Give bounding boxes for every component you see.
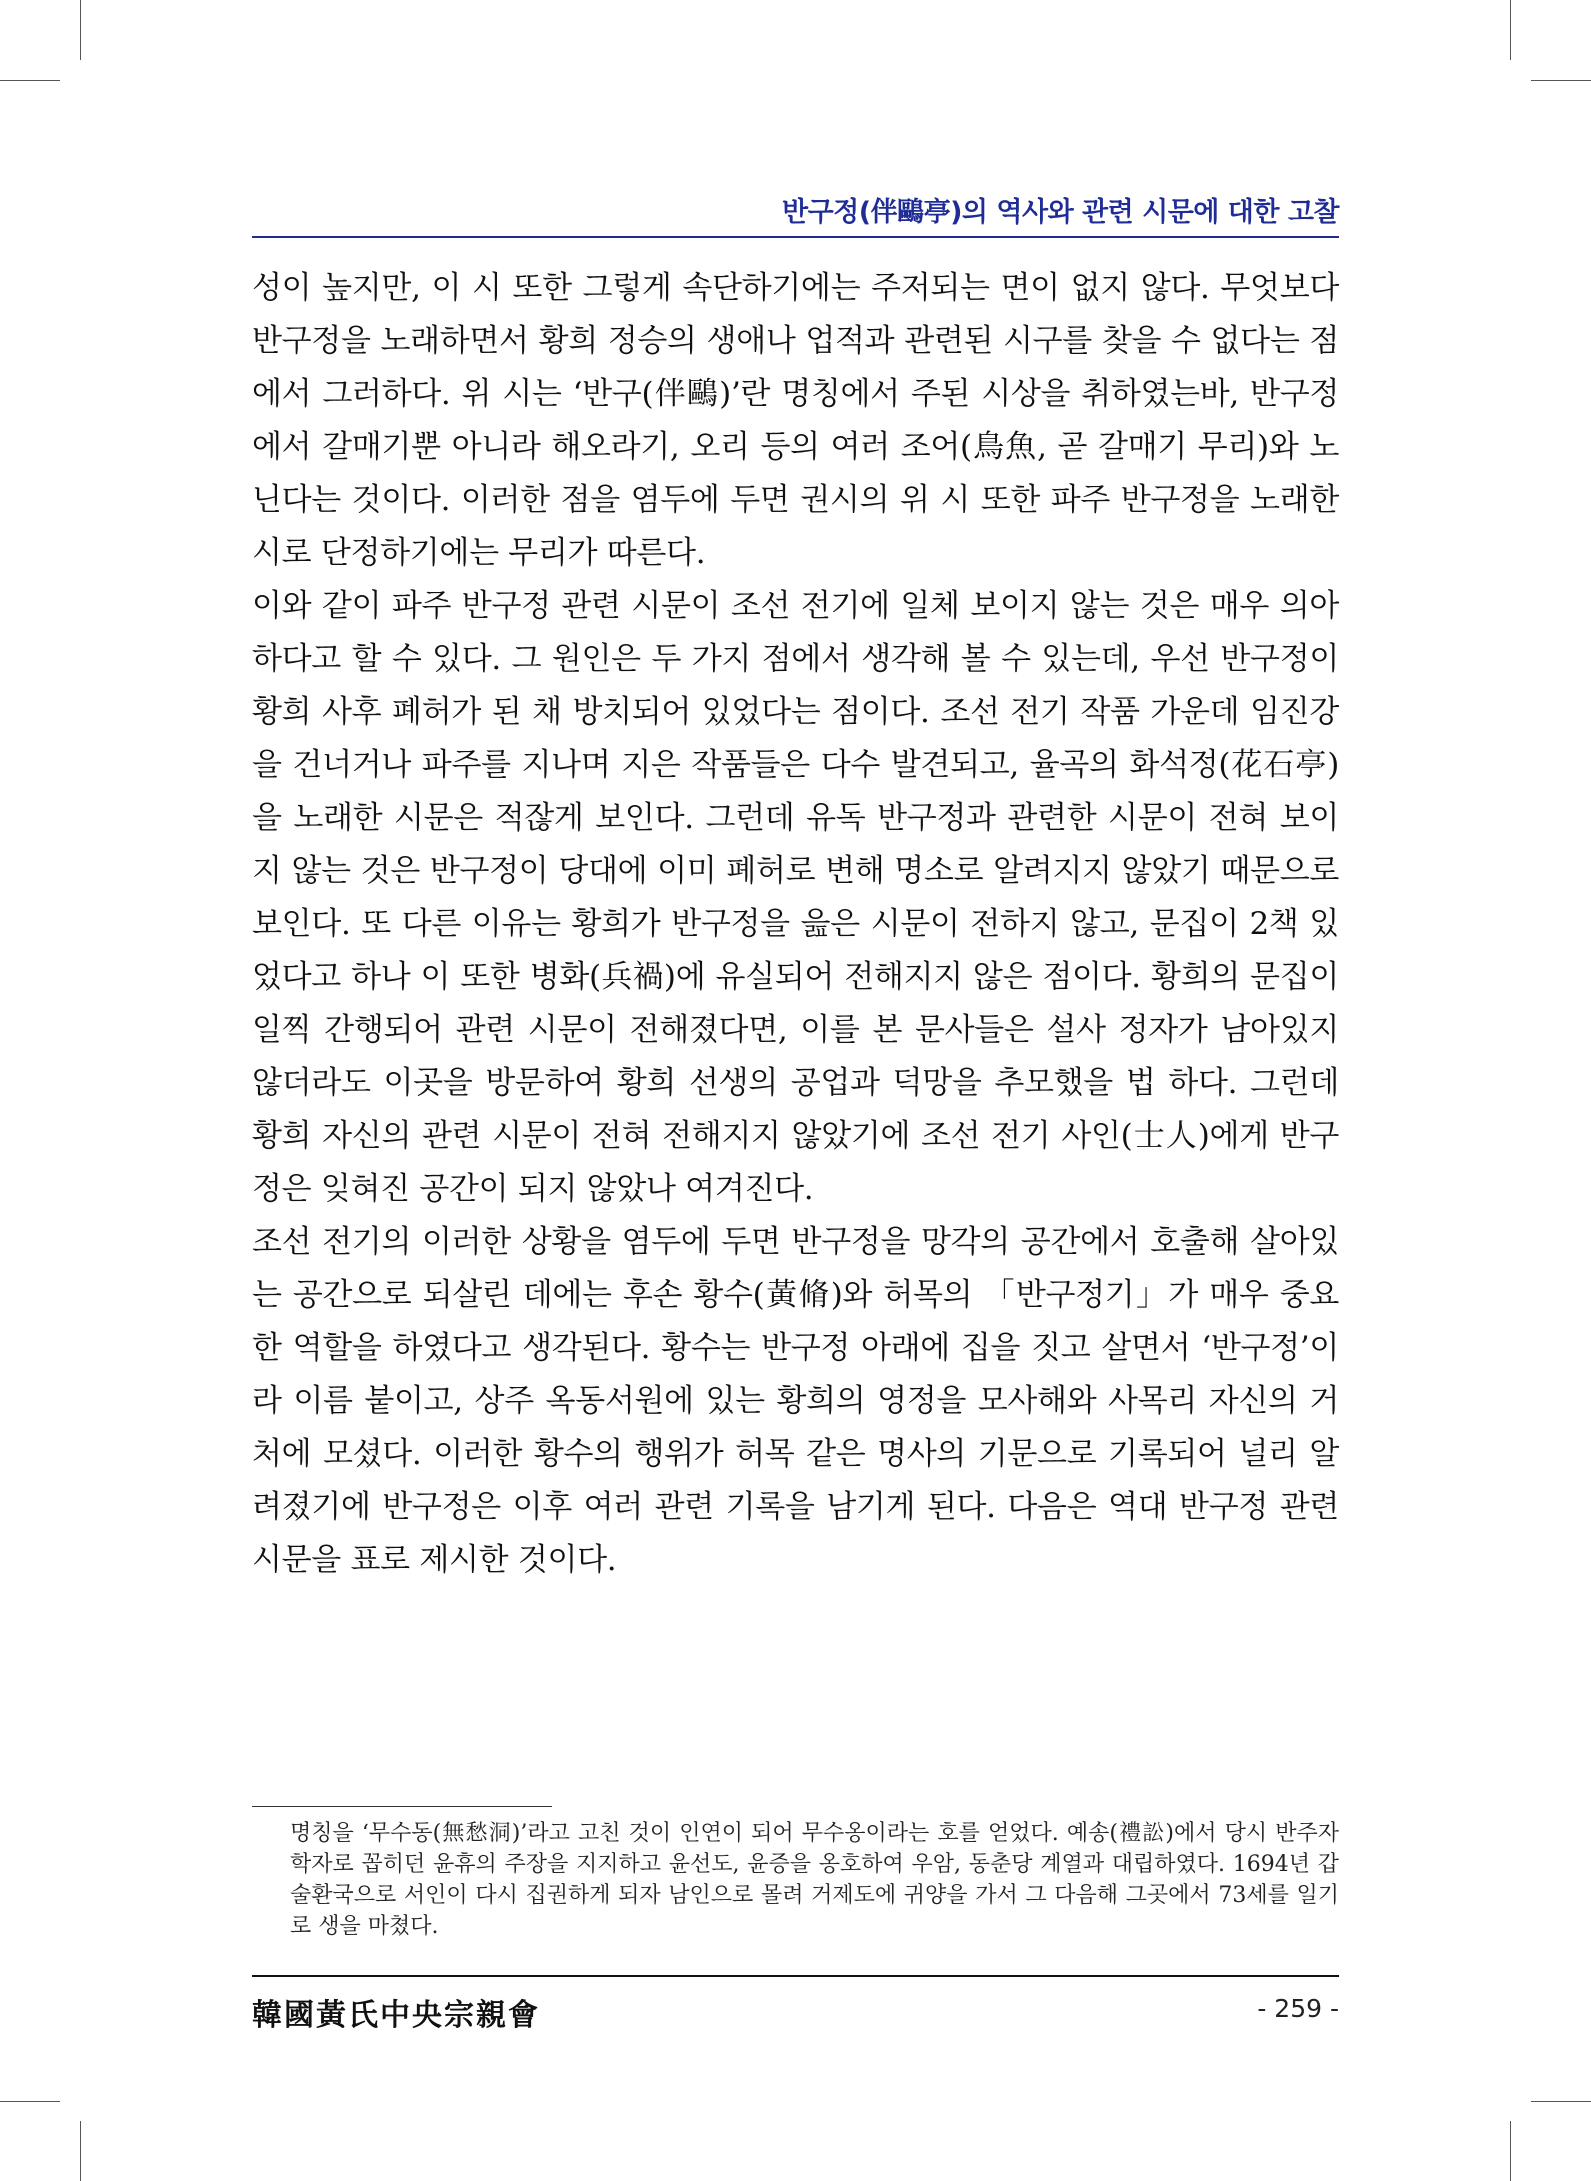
- publisher-logo: 韓國黃氏中央宗親會: [252, 1998, 540, 2033]
- paragraph: 성이 높지만, 이 시 또한 그렇게 속단하기에는 주저되는 면이 없지 않다. 무엇보다 반구정을 노래하면서 황희 정승의 생애나 업적과 관련된 시구를 찾을 수 없다는 점에서 그러하다. 위 시는 ‘반구(伴鷗)’란 명칭에서 주된 시상을 취하였는바, 반구정에서 갈매기뿐 아니라 해오라기, 오리 등의 여러 조어(鳥魚, 곧 갈매기 무리)와 노닌다는 것이다. 이러한 점을 염두에 두면 권시의 위 시 또한 파주 반구정을 노래한 시로 단정하기에는 무리가 따른다.: [252, 270, 1339, 571]
- page-number: - 259 -: [1257, 1994, 1339, 2023]
- running-title: 반구정(伴鷗亭)의 역사와 관련 시문에 대한 고찰: [782, 197, 1339, 228]
- paragraph: 조선 전기의 이러한 상황을 염두에 두면 반구정을 망각의 공간에서 호출해 살아있는 공간으로 되살린 데에는 후손 황수(黃脩)와 허목의 「반구정기」가 매우 중요한 역할을 하였다고 생각된다. 황수는 반구정 아래에 집을 짓고 살면서 ‘반구정’이라 이름 붙이고, 상주 옥동서원에 있는 황희의 영정을 모사해와 사목리 자신의 거처에 모셨다. 이러한 황수의 행위가 허목 같은 명사의 기문으로 기록되어 널리 알려졌기에 반구정은 이후 여러 관련 기록을 남기게 된다. 다음은 역대 반구정 관련 시문을 표로 제시한 것이다.: [252, 1224, 1339, 1578]
- crop-mark: [80, 0, 81, 60]
- crop-mark: [1510, 0, 1511, 60]
- crop-mark: [1531, 80, 1591, 81]
- crop-mark: [0, 2101, 60, 2102]
- crop-mark: [1531, 2101, 1591, 2102]
- crop-mark: [80, 2121, 81, 2181]
- footnote: 명칭을 ‘무수동(無愁洞)’라고 고친 것이 인연이 되어 무수옹이라는 호를 얻었다. 예송(禮訟)에서 당시 반주자학자로 꼽히던 윤휴의 주장을 지지하고 윤선도, 윤증을 옹호하여 우암, 동춘당 계열과 대립하였다. 1694년 갑술환국으로 서인이 다시 집권하게 되자 남인으로 몰려 거제도에 귀양을 가서 그 다음해 그곳에서 73세를 일기로 생을 마쳤다.: [290, 1821, 1339, 1939]
- paragraph: 이와 같이 파주 반구정 관련 시문이 조선 전기에 일체 보이지 않는 것은 매우 의아하다고 할 수 있다. 그 원인은 두 가지 점에서 생각해 볼 수 있는데, 우선 반구정이 황희 사후 폐허가 된 채 방치되어 있었다는 점이다. 조선 전기 작품 가운데 임진강을 건너거나 파주를 지나며 지은 작품들은 다수 발견되고, 율곡의 화석정(花石亭)을 노래한 시문은 적잖게 보인다. 그런데 유독 반구정과 관련한 시문이 전혀 보이지 않는 것은 반구정이 당대에 이미 폐허로 변해 명소로 알려지지 않았기 때문으로 보인다. 또 다른 이유는 황희가 반구정을 읊은 시문이 전하지 않고, 문집이 2책 있었다고 하나 이 또한 병화(兵禍)에 유실되어 전해지지 않은 점이다. 황희의 문집이 일찍 간행되어 관련 시문이 전해졌다면, 이를 본 문사들은 설사 정자가 남아있지 않더라도 이곳을 방문하여 황희 선생의 공업과 덕망을 추모했을 법 하다. 그런데 황희 자신의 관련 시문이 전혀 전해지지 않았기에 조선 전기 사인(士人)에게 반구정은 잊혀진 공간이 되지 않았나 여겨진다.: [252, 588, 1339, 1207]
- footnote-rule: [252, 1806, 552, 1807]
- header-rule: [252, 236, 1339, 238]
- crop-mark: [1510, 2121, 1511, 2181]
- footer-rule: [252, 1975, 1339, 1977]
- body-text: [252, 262, 1339, 1587]
- crop-mark: [0, 80, 60, 81]
